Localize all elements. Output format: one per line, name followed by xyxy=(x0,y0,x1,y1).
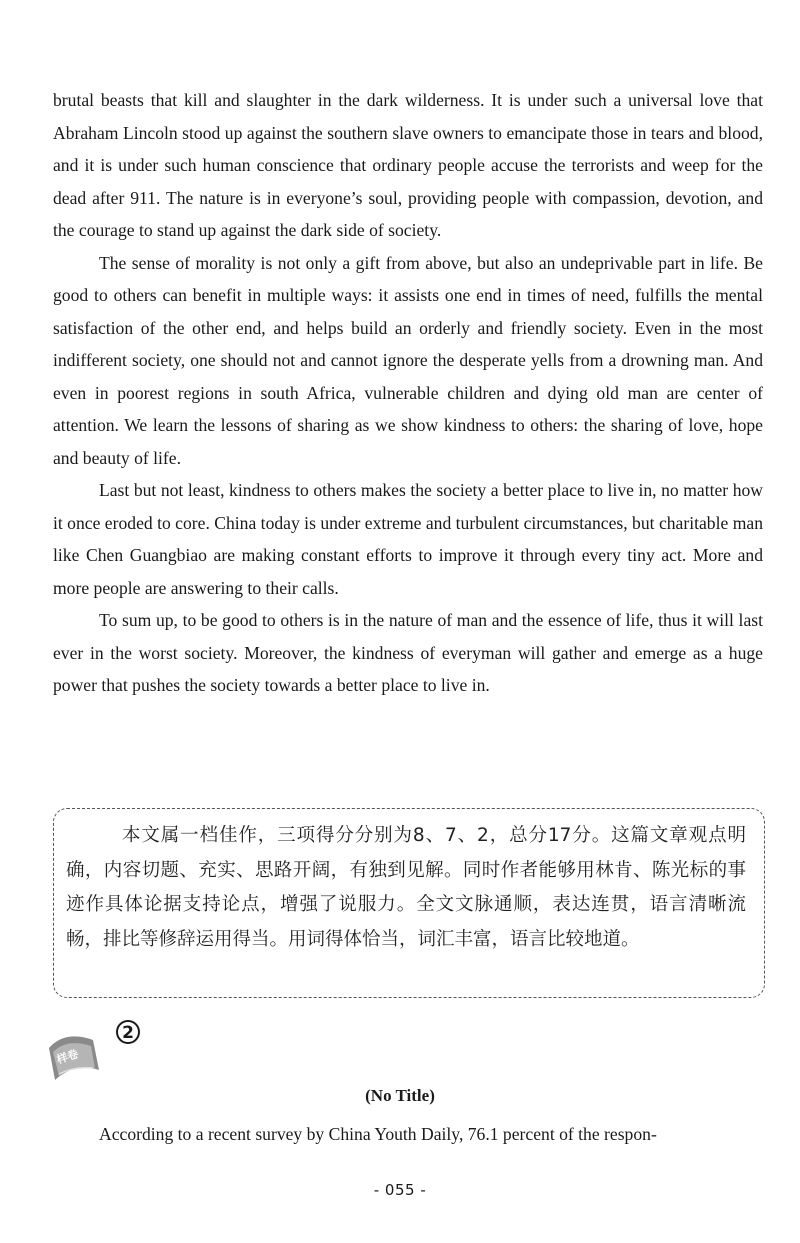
essay-paragraph-2: The sense of morality is not only a gift from above, but also an undeprivable part in life. Be good to others can benefit in multiple ways: it assists one end in times of need, fulfills the mental satisfaction of the other end, and helps build an orderly and friendly society. Even in the most indifferent society, one should not and cannot ignore the desperate yells from a drowning man. And even in poorest regions in south Africa, vulnerable children and dying old man are center of attention. We learn the lessons of sharing as we show kindness to others: the sharing of love, hope and beauty of life. xyxy=(53,252,763,468)
essay-body xyxy=(53,84,763,702)
sample-title: (No Title) xyxy=(365,1086,435,1105)
sample-badge xyxy=(47,1018,143,1088)
sample-badge-number: 2 xyxy=(122,1023,134,1043)
essay-paragraph-3: Last but not least, kindness to others makes the society a better place to live in, no matter how it once eroded to core. China today is under extreme and turbulent circumstances, but charitable man like Chen Guangbiao are making constant efforts to improve it through every tiny act. More and more people are answering to their calls. xyxy=(53,480,763,598)
sample-badge-icon xyxy=(47,1018,143,1088)
page-number: - 055 - xyxy=(373,1181,427,1199)
evaluation-comment-box xyxy=(53,808,765,998)
evaluation-comment-text: 本文属一档佳作，三项得分分别为8、7、2，总分17分。这篇文章观点明确，内容切题、充实、思路开阔，有独到见解。同时作者能够用林肯、陈光标的事迹作具体论据支持论点，增强了说服力。全文文脉通顺，表达连贯，语言清晰流畅，排比等修辞运用得当。用词得体恰当，词汇丰富，语言比较地道。 xyxy=(66,825,746,950)
essay-paragraph-1: brutal beasts that kill and slaughter in the dark wilderness. It is under such a universal love that Abraham Lincoln stood up against the southern slave owners to emancipate those in tears and blood, and it is under such human conscience that ordinary people accuse the terrorists and weep for the dead after 911. The nature is in everyone’s soul, providing people with compassion, devotion, and the courage to stand up against the dark side of society. xyxy=(53,90,763,240)
sample-first-line: According to a recent survey by China Youth Daily, 76.1 percent of the respon- xyxy=(99,1124,657,1144)
essay-paragraph-4: To sum up, to be good to others is in the nature of man and the essence of life, thus it will last ever in the worst society. Moreover, the kindness of everyman will gather and emerge as a huge power that pushes the society towards a better place to live in. xyxy=(53,610,763,695)
sample-badge-label: 样卷 xyxy=(55,1047,81,1067)
